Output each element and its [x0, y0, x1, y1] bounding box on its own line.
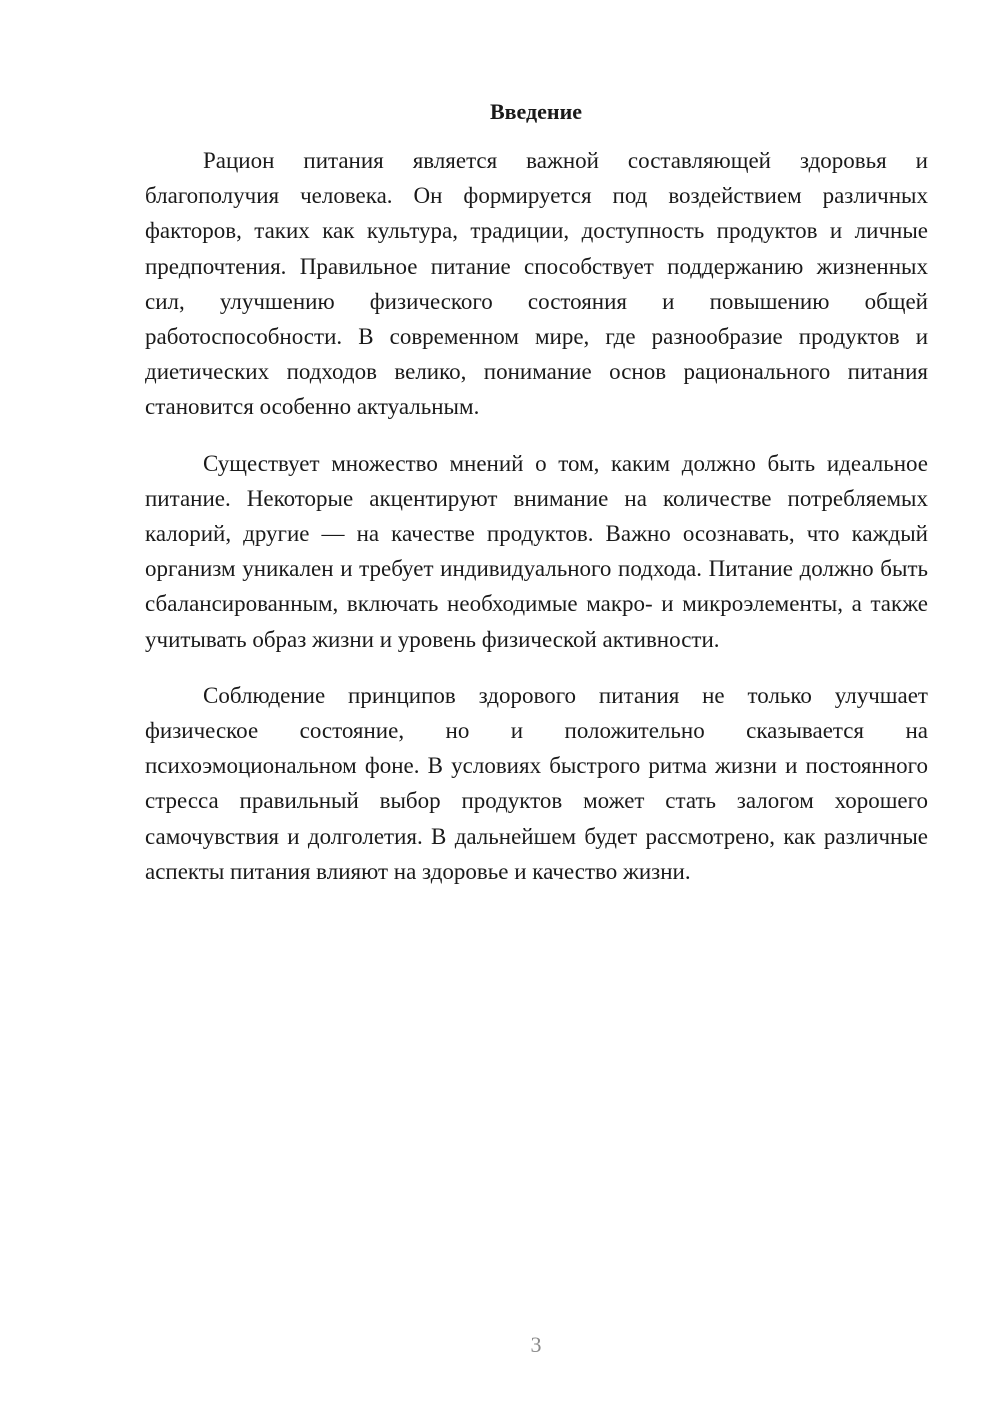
body-text: [145, 143, 928, 910]
paragraph-2: Существует множество мнений о том, каким должно быть идеальное питание. Некоторые акцентируют внимание на количестве потребляемых калорий, другие — на качестве продуктов. Важно осознавать, что каждый организм уникален и требует индивидуального подхода. Питание должно быть сбалансированным, включать необходимые макро- и микроэлементы, а также учитывать образ жизни и уровень физической активности.: [145, 450, 928, 652]
paragraph-3: Соблюдение принципов здорового питания не только улучшает физическое состояние, но и положительно сказывается на психоэмоциональном фоне. В условиях быстрого ритма жизни и постоянного стресса правильный выбор продуктов может стать залогом хорошего самочувствия и долголетия. В дальнейшем будет рассмотрено, как различные аспекты питания влияют на здоровье и качество жизни.: [145, 682, 928, 884]
section-heading: Введение: [489, 99, 583, 124]
page-number: 3: [530, 1332, 542, 1357]
paragraph-1: Рацион питания является важной составляющей здоровья и благополучия человека. Он формируется под воздействием различных факторов, таких как культура, традиции, доступность продуктов и личные предпочтения. Правильное питание способствует поддержанию жизненных сил, улучшению физического состояния и повышению общей работоспособности. В современном мире, где разнообразие продуктов и диетических подходов велико, понимание основ рационального питания становится особенно актуальным.: [145, 148, 928, 420]
